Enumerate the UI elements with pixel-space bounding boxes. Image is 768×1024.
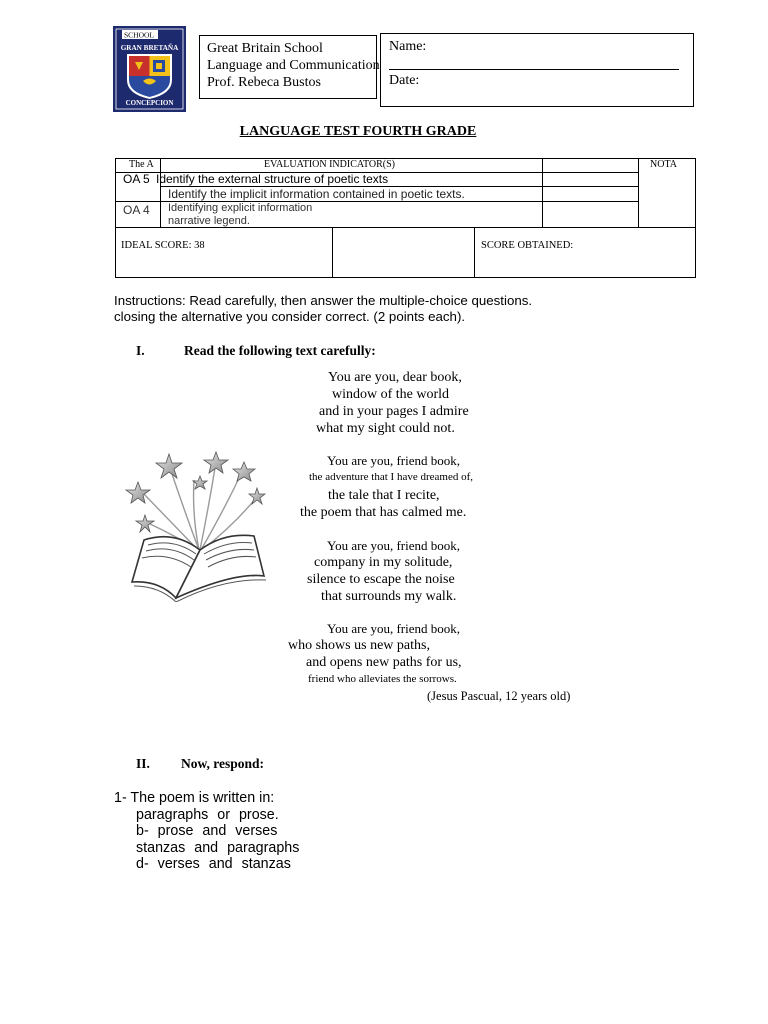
question-1-option[interactable]: b- prose and verses [136,823,278,840]
section1-numeral: I. [136,343,145,358]
poem-line: You are you, dear book, [328,370,462,385]
poem-line: and opens new paths for us, [306,655,462,670]
poem-line: silence to escape the noise [307,572,455,587]
table-header-indicators: EVALUATION INDICATOR(S) [264,159,396,170]
instructions-line1: Instructions: Read carefully, then answer the multiple-choice questions. [114,293,533,308]
section2-numeral: II. [136,756,150,771]
open-book-with-stars-icon [124,450,274,602]
school-name: Great Britain School [207,41,323,56]
poem-line: You are you, friend book, [327,453,460,468]
name-input-line[interactable] [389,69,679,70]
table-header-nota: NOTA [650,159,677,170]
question-1-option[interactable]: paragraphs or prose. [136,806,279,823]
poem-author: (Jesus Pascual, 12 years old) [427,689,571,703]
poem-line: friend who alleviates the sorrows. [308,673,457,685]
logo-arc-text: GRAN BRETAÑA [120,44,179,52]
score-obtained: SCORE OBTAINED: [481,240,574,251]
school-info-box [199,35,380,99]
test-title-text: LANGUAGE TEST FOURTH GRADE [239,124,477,139]
student-info-box [380,33,694,107]
school-crest-icon [113,26,186,112]
question-1-stem: 1- The poem is written in: [114,790,275,806]
row3-indicator-line1: Identifying explicit information [168,202,313,214]
teacher-name: Prof. Rebeca Bustos [207,75,321,90]
row1-code: OA 5 [123,172,150,186]
poem-line: and in your pages I admire [319,404,469,419]
school-logo [113,26,186,112]
poem-line: who shows us new paths, [288,638,430,653]
row1-indicator: Identify the external structure of poetic texts [156,172,389,186]
poem-line: the poem that has calmed me. [300,505,467,520]
question-1-option[interactable]: d- verses and stanzas [136,856,291,873]
row2-indicator: Identify the implicit information contained in poetic texts. [168,187,465,201]
ideal-score: IDEAL SCORE: 38 [121,240,205,251]
logo-bottom-text: CONCEPCION [125,99,174,107]
test-title [0,124,768,140]
poem-line: what my sight could not. [316,421,455,436]
poem-line: company in my solitude, [314,555,453,570]
evaluation-indicators-table [115,158,696,278]
table-header-left: The A [129,159,154,170]
poem-line: that surrounds my walk. [321,589,457,604]
poem-line: the adventure that I have dreamed of, [309,471,474,483]
logo-top-text: SCHOOL [124,30,155,40]
poem-line: the tale that I recite, [328,488,440,503]
question-1-option[interactable]: stanzas and paragraphs [136,839,300,856]
poem-line: window of the world [332,387,450,402]
instructions-line2: closing the alternative you consider correct. (2 points each). [114,309,466,324]
poem-line: You are you, friend book, [327,621,460,636]
row3-code: OA 4 [123,203,150,217]
date-label: Date: [389,73,420,88]
section2-heading: Now, respond: [181,756,265,771]
instructions [114,293,532,325]
subject-name: Language and Communication [207,58,380,73]
row3-indicator-line2: narrative legend. [168,215,250,227]
question-1 [114,790,299,873]
section1-heading: Read the following text carefully: [184,343,376,358]
poem-line: You are you, friend book, [327,538,460,553]
name-label: Name: [389,39,427,54]
